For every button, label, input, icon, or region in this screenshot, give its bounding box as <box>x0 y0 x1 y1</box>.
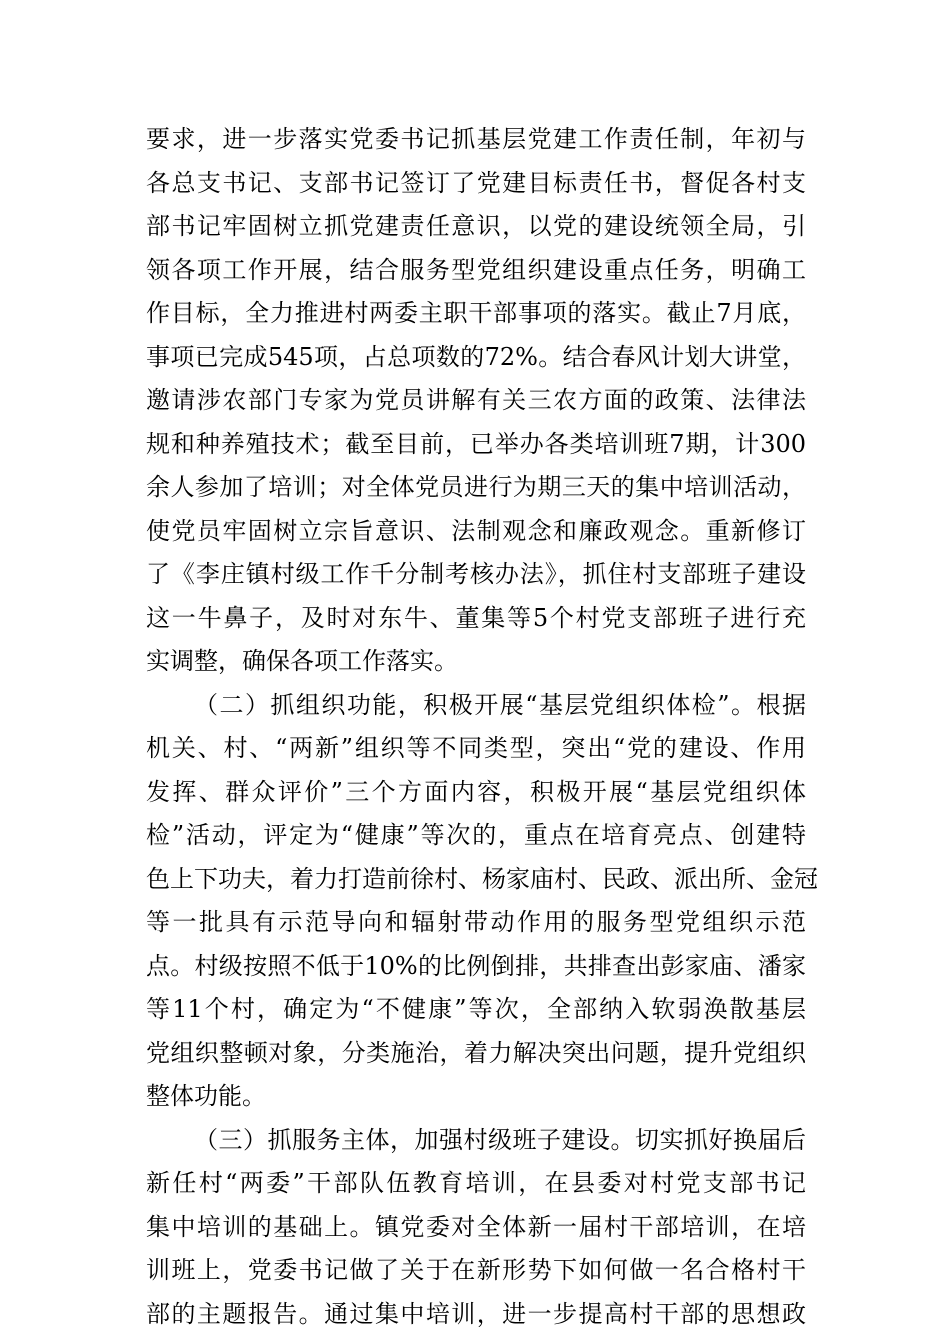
text-line: 邀请涉农部门专家为党员讲解有关三农方面的政策、法律法 <box>146 386 806 414</box>
text-line: 部书记牢固树立抓党建责任意识，以党的建设统领全局，引 <box>146 212 806 240</box>
text-line: 训班上，党委书记做了关于在新形势下如何做一名合格村干 <box>146 1256 806 1284</box>
text-line: 各总支书记、支部书记签订了党建目标责任书，督促各村支 <box>146 168 806 197</box>
text-line: 余人参加了培训；对全体党员进行为期三天的集中培训活动， <box>146 473 806 501</box>
text-line: 色上下功夫，着力打造前徐村、杨家庙村、民政、派出所、金冠 <box>146 864 818 893</box>
text-line: 集中培训的基础上。镇党委对全体新一届村干部培训，在培 <box>146 1212 806 1241</box>
text-line: 了《李庄镇村级工作千分制考核办法》，抓住村支部班子建设 <box>146 560 806 588</box>
paragraph-three-first-line: （三）抓服务主体，加强村级班子建设。切实抓好换届后 <box>194 1125 806 1154</box>
paragraph-two-first-line: （二）抓组织功能，积极开展“基层党组织体检”。根据 <box>194 690 806 719</box>
text-line: 事项已完成545项，占总项数的72%。结合春风计划大讲堂， <box>146 342 806 371</box>
text-line: 机关、村、“两新”组织等不同类型，突出“党的建设、作用 <box>146 734 806 762</box>
text-line: 检”活动，评定为“健康”等次的，重点在培育亮点、创建特 <box>146 821 806 849</box>
text-line: 规和种养殖技术；截至目前，已举办各类培训班7期，计300 <box>146 429 806 458</box>
text-line: 作目标，全力推进村两委主职干部事项的落实。截止7月底， <box>146 299 806 327</box>
text-line: 等一批具有示范导向和辐射带动作用的服务型党组织示范 <box>146 908 806 936</box>
text-line: 新任村“两委”干部队伍教育培训，在县委对村党支部书记 <box>146 1169 806 1197</box>
document-body <box>146 118 818 1336</box>
text-line: 部的主题报告。通过集中培训，进一步提高村干部的思想政 <box>146 1299 806 1328</box>
text-line: 发挥、群众评价”三个方面内容，积极开展“基层党组织体 <box>146 777 806 806</box>
text-line: 党组织整顿对象，分类施治，着力解决突出问题，提升党组织 <box>146 1038 806 1067</box>
text-line: 等11个村，确定为“不健康”等次，全部纳入软弱涣散基层 <box>146 995 806 1023</box>
text-line: 使党员牢固树立宗旨意识、法制观念和廉政观念。重新修订 <box>146 516 806 545</box>
text-line: 实调整，确保各项工作落实。 <box>146 647 458 675</box>
text-line: 整体功能。 <box>146 1082 266 1110</box>
text-line: 点。村级按照不低于10%的比例倒排，共排查出彭家庙、潘家 <box>146 951 806 980</box>
text-line: 领各项工作开展，结合服务型党组织建设重点任务，明确工 <box>146 255 806 284</box>
text-line: 要求，进一步落实党委书记抓基层党建工作责任制，年初与 <box>146 125 806 153</box>
text-line: 这一牛鼻子，及时对东牛、董集等5个村党支部班子进行充 <box>146 603 806 632</box>
